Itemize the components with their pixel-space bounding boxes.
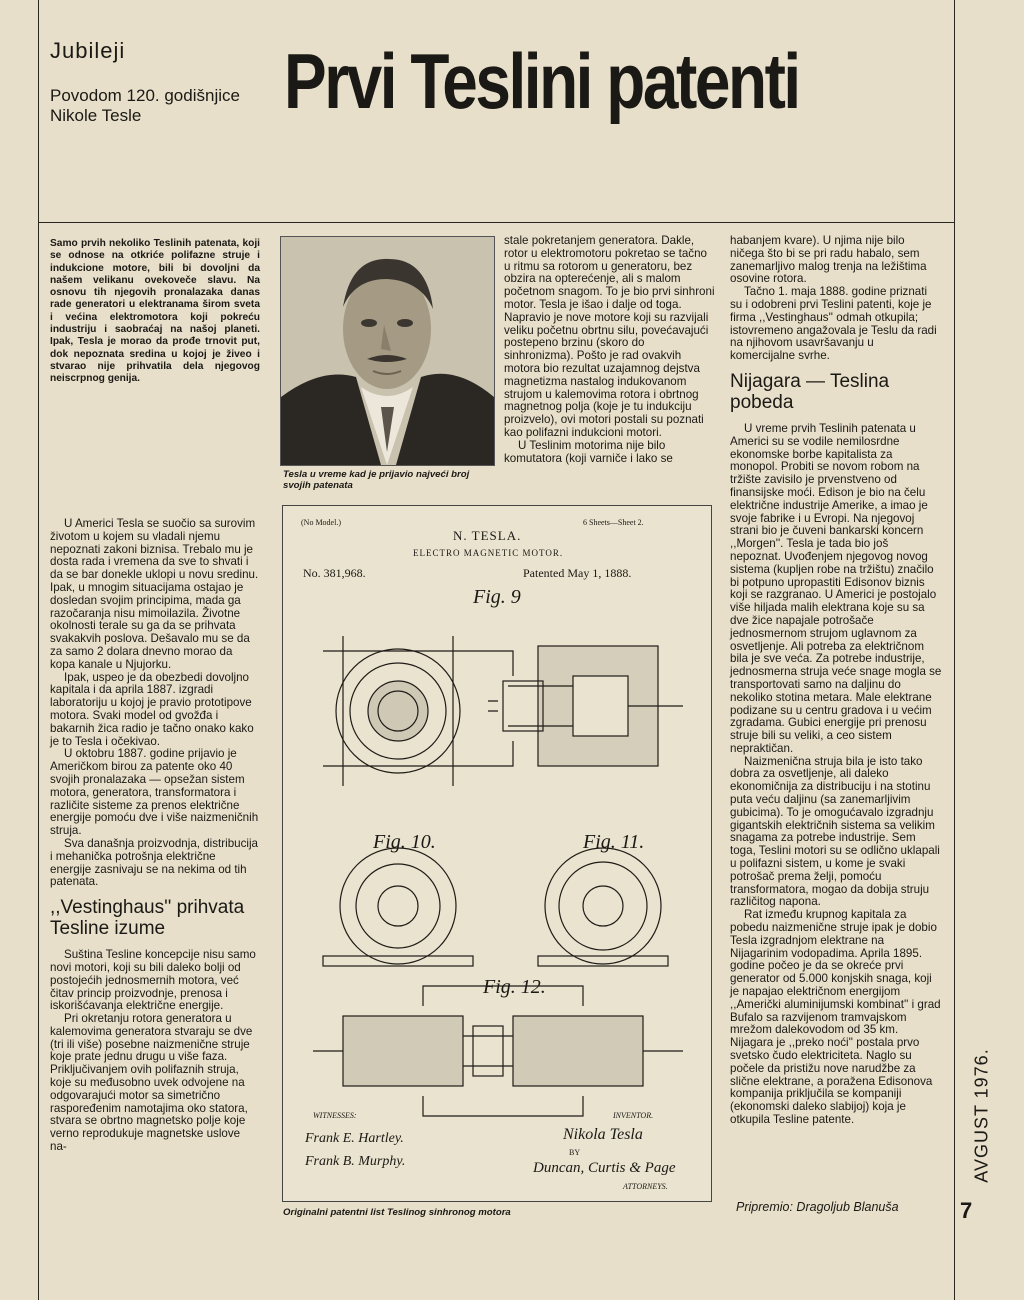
portrait-illustration — [281, 237, 494, 465]
tesla-portrait-photo — [280, 236, 495, 466]
issue-date: AVGUST 1976. — [971, 1048, 992, 1183]
paragraph: U Teslinim motorima nije bilo komutatora (koji varniče i lako se — [504, 438, 673, 465]
figure-12-label: Fig. 12. — [483, 976, 546, 998]
paragraph: Pri okretanju rotora generatora u kalemovima generatora stvaraju se dve (tri ili više) posebne naizmenične struje koje prate jednu drugu u više faza. Priključivanjem ovih polifaznih struja, koje su međusobno uvek odvojene na odgovarajući motor sa simetrično raspoređenim namotajima oko statora, stvara se obrtno magnetsko polje koje verno reprodukuje magnetske uslove na- — [50, 1012, 253, 1154]
paragraph: habanjem kvare). U njima nije bilo ničega što bi se pri radu habalo, sem zanemarljivo malog trenja na ležištima osovine rotora. — [730, 234, 927, 286]
paragraph: Naizmenična struja bila je isto tako dobra za osvetljenje, ali daleko ekonomičnija za distribuciju i na stotinu puta veću daljinu (sa zanemarljivim gubicima). To je omogućavalo izgradnju gigantskih električnih sistema sa velikim snagama za potrebe industrije. Sem toga, Teslini motori su se odlično uklapali u polifazni sistem, u kome je svaki potrošač prema želji, pomoću transformatora, mogao da dobija struju različitog napona. — [730, 754, 940, 909]
paragraph: stale pokretanjem generatora. Dakle, rotor u elektromotoru pokretao se tačno u ritmu sa rotorom u generatoru, bez obzira na opterećenje, ali s malom početnom snagom. To je bio prvi sinhroni motor. Tesla je išao i dalje od toga. Napravio je nove motore koji su razvijali veliku početnu obrtnu silu, povećavajući postepeno brzinu (skoro do sinhronizma). Pošto je rad ovakvih motora bio rezultat uzajamnog dejstva magnetizma nastalog indukovanom strujom u kalemovima rotora i obrtnog magnetnog polja (koje je tu indukciju proizvelo), ovi motori postali su poznati kao polifazni indukcioni motori. — [504, 234, 715, 439]
by-label: BY — [569, 1148, 581, 1157]
right-border-rule — [954, 0, 955, 1300]
patent-inventor-name: N. TESLA. — [453, 528, 522, 543]
paragraph: Sva današnja proizvodnja, distribucija i mehanička potrošnja električne energije zasnivaju se na nekima od tih patenata. — [50, 836, 258, 889]
paragraph: Tačno 1. maja 1888. godine priznati su i odobreni prvi Teslini patenti, koje je firma ,,Vestinghaus'' odmah otkupila; istovremeno angažovala je Teslu da radi na njihovom usavršavanju u komercijalne svrhe. — [730, 285, 937, 363]
figure-11-label: Fig. 11. — [583, 831, 645, 853]
header-rule — [38, 222, 954, 223]
article-byline: Pripremio: Dragoljub Blanuša — [736, 1200, 899, 1214]
paragraph: U vreme prvih Teslinih patenata u Americi su se vodile nemilosrdne ekonomske borbe kapitalista za monopol. Probiti se novom robom na tržište zavisilo je prvenstveno od finansijske moći. Edison je bio na čelu električne industrije Amerike, a imao je svoje fabrike i u Evropi. Na njegovoj strani bio je čuveni bankarski koncern ,,Morgen''. Tesla je tada bio još nepoznat. Uvođenjem njegovog novog sistema (kupljen robe na tržištu) značilo bi potpuno upropastiti Edisonov biznis koji se razgranao. U Americi je postojalo više hiljada malih elektrana koje su sa dve žice napajale potrošače jednosmernom strujom uglavnom za osvetljenje. Ali potreba za električnom bila je sve veća. Za potrebe industrije, jednosmerna struja veće snage mogla se transportovati samo na daljinu do nekoliko stotina metara. Male elektrane podizane su u centru gradova i u većim zgradama. Gubici energije pri prenosu struje bili su veliki, a ceo sistem nepraktičan. — [730, 421, 942, 755]
patent-date: Patented May 1, 1888. — [523, 566, 632, 580]
witness-signature-1: Frank E. Hartley. — [305, 1131, 404, 1146]
article-headline: Prvi Teslini patenti — [284, 37, 799, 125]
subheading-westinghouse: ,,Vestinghaus'' prihvata Tesline izume — [50, 897, 245, 940]
paragraph: Suština Tesline koncepcije nisu samo novi motori, koji su bili daleko bolji od postojećih jednosmernih motora, već čitav princip proizvodnje, prenosa i iskorišćavanja električne energije. — [50, 948, 256, 1013]
paragraph: Rat između krupnog kapitala za pobedu naizmenične struje ipak je dobio Tesla izgradnjom elektrane na Nijagarinim vodopadima. Aprila 1895. godine počeo je da se okreće prvi generator od 5.000 konjskih snaga, koji je napajao električnom energijom ,,Američki aluminijumski kombinat'' i grad Bufalo sa razvijenom tramvajskom mrežom dalekovodom od 35 km. Nijagara je ,,preko noći'' postala prvo svetsko čudo elektriciteta. Naglo su počele da pristižu nove narudžbe za slične elektrane, a poražena Edisonova kompanija priključila se kompaniji (ekonomski daleko slabijoj) koja je otkupila Tesline patente. — [730, 908, 941, 1126]
attorneys-signature: Duncan, Curtis & Page — [533, 1160, 676, 1176]
inventor-label: INVENTOR. — [613, 1111, 654, 1120]
figure-10-label: Fig. 10. — [373, 831, 436, 853]
issue-date-sidebar — [957, 1048, 997, 1185]
patent-drawing-sheet — [282, 505, 712, 1202]
patent-subject: ELECTRO MAGNETIC MOTOR. — [413, 548, 564, 558]
figure-9-label: Fig. 9 — [473, 586, 521, 608]
patent-model: (No Model.) — [301, 518, 341, 527]
subheading-niagara: Nijagara — Teslina pobeda — [730, 370, 890, 413]
witnesses-label: WITNESSES: — [313, 1111, 357, 1120]
paragraph: Ipak, uspeo je da obezbedi dovoljno kapitala i da aprila 1887. izgradi laboratoriju u kojoj je pravio prototipove motora. Svaki model od gvožđa i bakarnih žica radio je tačno onako kako je to Tesla i očekivao. — [50, 670, 254, 748]
patent-caption: Originalni patentni list Teslinog sinhronog motora — [283, 1207, 511, 1218]
article-lead: Samo prvih nekoliko Teslinih patenata, koji se odnose na otkriće polifazne struje i indukcione motore, bili bi dovoljni da našem velikanu ovekoveče slavu. Na osnovu tih njegovih pronalazaka danas rade generatori u elektranama širom sveta i većina elektromotora koji pokreću industriju i saobraćaj na našoj planeti. Ipak, Tesla je morao da prođe trnovit put, dok nepoznata sredina u kojoj je živeo i stvarao nije prihvatila dela njegovog neiscrpnog genija. — [50, 238, 260, 385]
article-column-4 — [730, 235, 942, 1127]
paragraph: U oktobru 1887. godine prijavio je Američkom birou za patente oko 40 svojih pronalazaka — opsežan sistem motora, generatora, transformatora i različite sisteme za prenos električne energije pomoću dve i više naizmeničnih struja. — [50, 747, 259, 838]
article-column-3 — [504, 235, 716, 465]
article-deck: Povodom 120. godišnjice Nikole Tesle — [50, 86, 240, 125]
article-column-1 — [50, 518, 260, 1154]
photo-caption: Tesla u vreme kad je prijavio najveći broj svojih patenata — [283, 469, 470, 491]
attorneys-label: ATTORNEYS. — [623, 1182, 668, 1191]
inventor-signature: Nikola Tesla — [563, 1126, 643, 1143]
patent-motor-diagrams — [283, 606, 711, 1166]
section-label: Jubileji — [50, 38, 126, 63]
page-number: 7 — [960, 1198, 973, 1223]
patent-number: No. 381,968. — [303, 566, 366, 580]
paragraph: U Americi Tesla se suočio sa surovim životom u kojem su vladali njemu nepoznati zakoni biznisa. Trebalo mu je dosta rada i vremena da sve to shvati i da se bar donekle uklopi u novu sredinu. Ipak, u mnogim situacijama ostajao je dosledan svojim principima, mada ga razočaranja nisu mimoilazila. Životne okolnosti terale su ga da se prihvata svakakvih poslova. Dešavalo mu se da za samo 2 dolara dnevno morao da kopa kanale u Njujorku. — [50, 517, 259, 671]
patent-sheets: 6 Sheets—Sheet 2. — [583, 518, 644, 527]
witness-signature-2: Frank B. Murphy. — [305, 1154, 406, 1169]
left-border-rule — [38, 0, 39, 1300]
